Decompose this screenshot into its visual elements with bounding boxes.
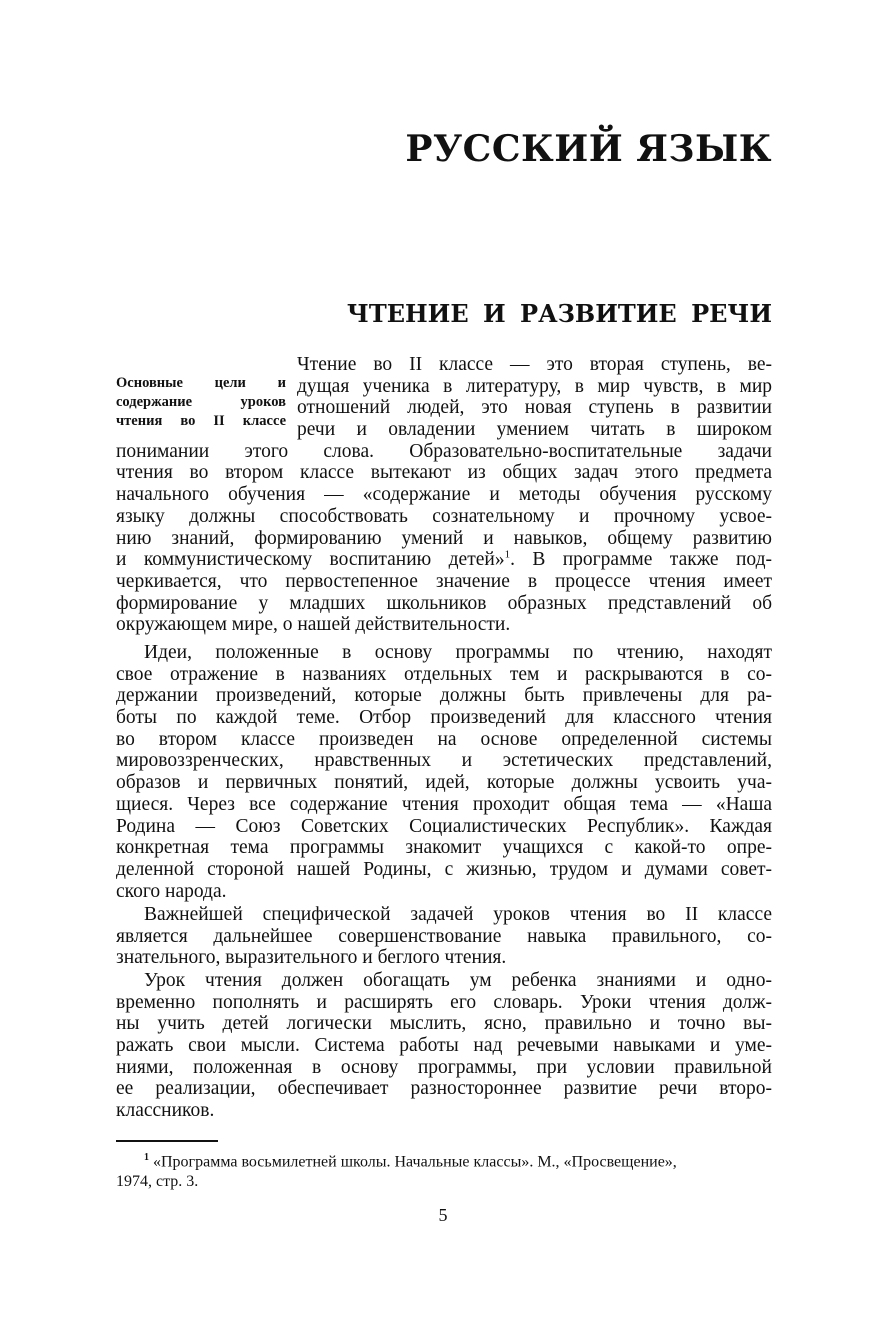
text-line: отношений людей, это новая ступень в развитии bbox=[297, 397, 772, 419]
text-line: свое отражение в названиях отдельных тем и раскрываются в со- bbox=[116, 663, 772, 685]
text-line: ее реализации, обеспечивает разностороннее развитие речи второ- bbox=[116, 1078, 772, 1100]
footnote-text: «Программа восьмилетней школы. Начальные классы». М., «Просвещение», bbox=[153, 1153, 677, 1171]
text-line: Чтение во II классе — это вторая ступень, ве- bbox=[297, 354, 772, 375]
text-line: окружающем мире, о нашей действительности. bbox=[116, 614, 511, 636]
text-line: образов и первичных понятий, идей, которые должны усвоить уча- bbox=[116, 772, 772, 794]
text-line: ны учить детей логически мыслить, ясно, правильно и точно вы- bbox=[116, 1013, 772, 1035]
text-line: Урок чтения должен обогащать ум ребенка знаниями и одно- bbox=[144, 970, 772, 991]
text-line: классников. bbox=[116, 1100, 215, 1122]
text-line: понимании этого слова. Образовательно-воспитательные задачи bbox=[116, 440, 772, 462]
text-line: языку должны способствовать сознательному и прочному усвое- bbox=[116, 505, 772, 527]
text-fragment: . В программе также под- bbox=[510, 549, 772, 571]
footnote-line: 1974, стр. 3. bbox=[116, 1173, 199, 1191]
text-line: ниями, положенная в основу программы, при условии правильной bbox=[116, 1056, 772, 1078]
text-line: щиеся. Через все содержание чтения проходит общая тема — «Наша bbox=[116, 793, 772, 815]
footnote bbox=[116, 1148, 776, 1192]
footnote-marker: 1 bbox=[144, 1152, 149, 1163]
text-line: знательного, выразительного и беглого чтения. bbox=[116, 947, 507, 969]
text-line: Важнейшей специфической задачей уроков чтения во II классе bbox=[144, 904, 772, 925]
text-line: держании произведений, которые должны быть привлечены для ра- bbox=[116, 685, 772, 707]
paragraph-2 bbox=[116, 642, 772, 902]
page-title: РУССКИЙ ЯЗЫК bbox=[405, 128, 772, 170]
text-line: дущая ученика в литературу, в мир чувств, в мир bbox=[297, 375, 772, 397]
text-line: является дальнейшее совершенствование навыка правильного, со- bbox=[116, 925, 772, 947]
margin-heading-line: содержание уроков bbox=[116, 394, 286, 410]
paragraph-1 bbox=[116, 354, 772, 636]
text-line: ского народа. bbox=[116, 880, 227, 902]
text-line: деленной стороной нашей Родины, с жизнью, трудом и думами совет- bbox=[116, 858, 772, 880]
text-line: Идеи, положенные в основу программы по чтению, находят bbox=[144, 642, 772, 663]
text-line: мировоззренческих, нравственных и эстетических представлений, bbox=[116, 750, 772, 772]
paragraph-4 bbox=[116, 970, 772, 1122]
text-line: черкивается, что первостепенное значение в процессе чтения имеет bbox=[116, 570, 772, 592]
text-line: чтения во втором классе вытекают из общих задач этого предмета bbox=[116, 462, 772, 484]
text-line: ражать свои мысли. Система работы над речевыми навыками и уме- bbox=[116, 1035, 772, 1057]
footnote-line bbox=[116, 1148, 776, 1172]
footnote-reference[interactable]: 1 bbox=[504, 548, 511, 561]
text-line: Родина — Союз Советских Социалистических Республик». Каждая bbox=[116, 815, 772, 837]
text-line: боты по каждой теме. Отбор произведений для классного чтения bbox=[116, 707, 772, 729]
margin-heading-line: чтения во II классе bbox=[116, 413, 286, 429]
text-line: нию знаний, формированию умений и навыков, общему развитию bbox=[116, 527, 772, 549]
section-title: ЧТЕНИЕ И РАЗВИТИЕ РЕЧИ bbox=[346, 299, 772, 328]
page-number: 5 bbox=[438, 1205, 448, 1225]
text-line: речи и овладении умением читать в широком bbox=[297, 419, 772, 441]
text-line: конкретная тема программы знакомит учащихся с какой-то опре- bbox=[116, 837, 772, 859]
footnote-divider bbox=[116, 1140, 218, 1142]
margin-heading-line: Основные цели и bbox=[116, 375, 286, 391]
paragraph-3 bbox=[116, 904, 772, 969]
text-line: временно пополнять и расширять его словарь. Уроки чтения долж- bbox=[116, 991, 772, 1013]
text-fragment: и коммунистическому воспитанию детей» bbox=[116, 549, 505, 571]
text-line: начального обучения — «содержание и методы обучения русскому bbox=[116, 484, 772, 506]
text-line-with-footnote bbox=[116, 549, 772, 571]
text-line: формирование у младших школьников образных представлений об bbox=[116, 592, 772, 614]
text-line: во втором классе произведен на основе определенной системы bbox=[116, 728, 772, 750]
